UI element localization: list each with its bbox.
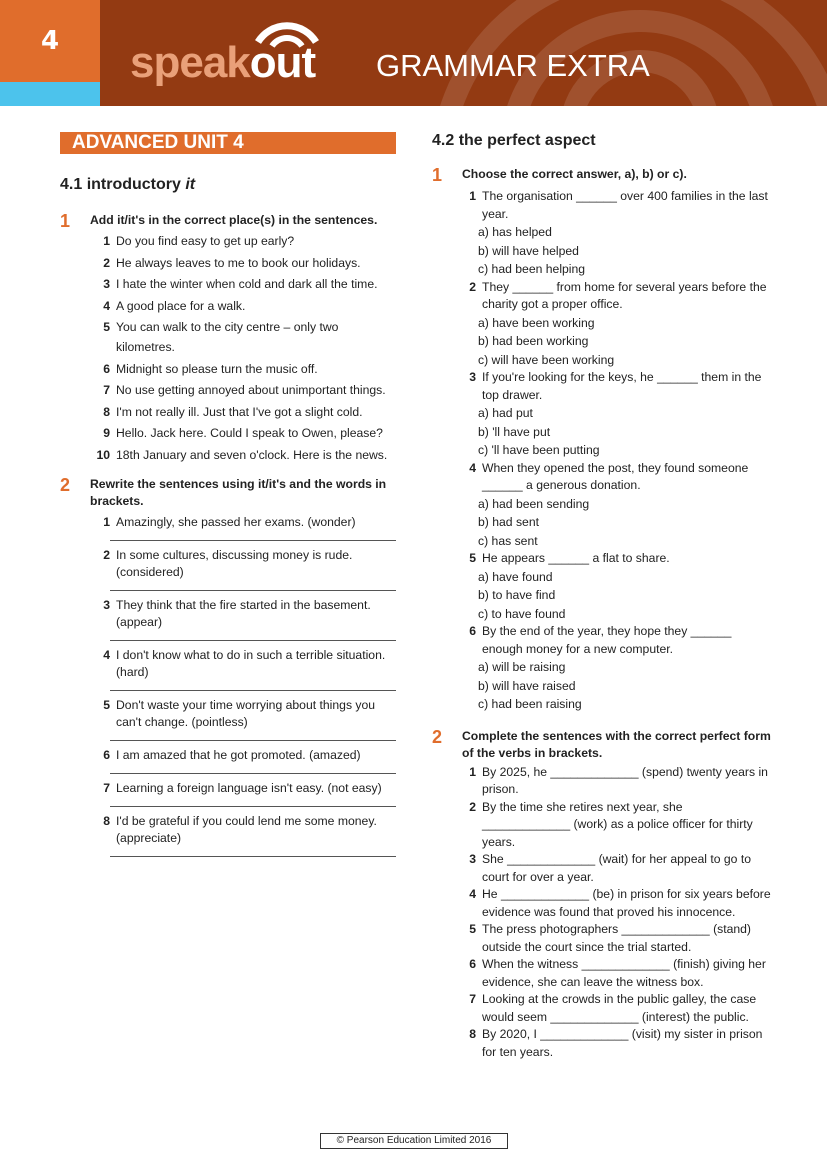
item-text: A good place for a walk. (116, 298, 246, 313)
exercise-2-items (60, 514, 396, 857)
item-number: 7 (103, 780, 110, 795)
exercise-instruction: Choose the correct answer, a), b) or c). (462, 167, 687, 181)
unit-bar: ADVANCED UNIT 4 (60, 132, 396, 154)
answer-line[interactable] (110, 531, 396, 541)
exercise-1 (432, 166, 772, 184)
answer-option[interactable]: b) to have find (478, 588, 556, 602)
question-item (96, 318, 396, 357)
question-item (96, 232, 396, 252)
item-text: By the end of the year, they hope they ______ enough money for a new computer. (482, 624, 732, 656)
question-item (462, 369, 772, 460)
item-number: 5 (469, 551, 476, 565)
item-number: 4 (103, 647, 110, 662)
question-item (96, 597, 396, 641)
item-text: I'd be grateful if you could lend me some money. (appreciate) (116, 813, 377, 845)
question-item (462, 188, 772, 279)
answer-option[interactable]: c) to have found (478, 606, 566, 621)
answer-option[interactable]: a) had been sending (478, 496, 590, 511)
item-number: 1 (103, 234, 110, 248)
item-number: 4 (103, 298, 110, 313)
exercise-instruction: Complete the sentences with the correct perfect form of the verbs in brackets. (462, 728, 771, 760)
exercise-number: 1 (60, 211, 71, 231)
item-number: 6 (469, 957, 476, 971)
question-item (96, 780, 396, 807)
answer-option[interactable]: c) had been helping (478, 262, 586, 276)
answer-line[interactable] (110, 797, 396, 807)
item-text: By the time she retires next year, she _____________ (work) as a police officer for thirty years. (482, 799, 753, 849)
item-text: 18th January and seven o'clock. Here is the news. (116, 447, 388, 462)
question-item (462, 550, 772, 623)
item-number: 9 (103, 426, 110, 441)
item-number: 8 (469, 1027, 476, 1041)
item-text: Midnight so please turn the music off. (116, 361, 318, 376)
item-number: 7 (469, 992, 476, 1006)
item-text: You can walk to the city centre – only two kilometres. (116, 320, 339, 354)
item-number: 1 (103, 514, 110, 529)
item-text: I am amazed that he got promoted. (amazed) (116, 747, 361, 762)
item-number: 2 (103, 255, 110, 270)
answer-option[interactable]: b) had sent (478, 515, 539, 529)
item-text: I hate the winter when cold and dark all the time. (116, 277, 378, 292)
answer-option[interactable]: b) had been working (478, 334, 589, 348)
item-number: 1 (469, 189, 476, 203)
copyright: © Pearson Education Limited 2016 (320, 1133, 508, 1149)
question-item (96, 403, 396, 423)
question-item (462, 460, 772, 551)
question-item (462, 279, 772, 370)
left-column (60, 132, 396, 863)
question-item (96, 446, 396, 466)
item-text: By 2020, I _____________ (visit) my sister in prison for ten years. (482, 1027, 763, 1059)
question-item (96, 297, 396, 317)
item-text: By 2025, he _____________ (spend) twenty years in prison. (482, 764, 768, 796)
item-number: 2 (103, 547, 110, 562)
item-number: 5 (103, 320, 110, 335)
answer-line[interactable] (110, 681, 396, 691)
answer-option[interactable]: c) will have been working (478, 352, 615, 367)
item-text: I don't know what to do in such a terrible situation. (hard) (116, 647, 386, 679)
exercise-instruction: Rewrite the sentences using it/it's and the words in brackets. (90, 476, 387, 508)
exercise-1-items (60, 232, 396, 466)
exercise-number: 2 (60, 474, 71, 495)
question-item (96, 547, 396, 591)
accent-block (0, 82, 100, 106)
question-item (96, 697, 396, 741)
item-text: He always leaves to me to book our holidays. (116, 255, 361, 270)
item-text: Amazingly, she passed her exams. (wonder) (116, 514, 356, 529)
exercise-2 (432, 728, 772, 762)
page-header (0, 0, 827, 106)
item-text: They ______ from home for several years before the charity got a proper office. (482, 279, 767, 311)
item-number: 3 (469, 370, 476, 384)
exercise-1-items (432, 188, 772, 714)
item-number: 8 (103, 404, 110, 419)
answer-option[interactable]: c) had been raising (478, 697, 582, 711)
answer-option[interactable]: b) will have helped (478, 243, 579, 258)
item-text: The organisation ______ over 400 families in the last year. (482, 189, 768, 221)
answer-option[interactable]: a) have been working (478, 315, 595, 330)
section-title: 4.1 introductory it (60, 176, 196, 193)
item-text: Hello. Jack here. Could I speak to Owen, please? (116, 426, 383, 441)
question-item (462, 921, 772, 956)
question-item (96, 254, 396, 274)
item-text: He _____________ (be) in prison for six years before evidence was found that proved his innocence. (482, 887, 771, 919)
item-number: 5 (103, 697, 110, 712)
item-number: 6 (103, 361, 110, 376)
item-text: Do you find easy to get up early? (116, 234, 295, 248)
right-column (432, 132, 772, 1061)
item-number: 8 (103, 813, 110, 828)
speakout-logo: speakout (130, 38, 316, 87)
answer-line[interactable] (110, 764, 396, 774)
exercise-2 (60, 476, 396, 510)
question-item (462, 956, 772, 991)
item-text: No use getting annoyed about unimportant things. (116, 383, 386, 398)
question-item (96, 514, 396, 541)
answer-option[interactable]: c) 'll have been putting (478, 443, 600, 457)
item-number: 3 (103, 597, 110, 612)
question-item (96, 424, 396, 444)
item-text: Learning a foreign language isn't easy. (not easy) (116, 780, 382, 795)
exercise-2-items (432, 764, 772, 1062)
item-number: 4 (469, 887, 476, 901)
item-number: 2 (469, 799, 476, 814)
item-text: When they opened the post, they found someone ______ a generous donation. (482, 460, 749, 492)
question-item (462, 764, 772, 799)
exercise-number: 1 (432, 165, 443, 185)
question-item (462, 851, 772, 886)
exercise-number: 2 (432, 726, 443, 747)
question-item (96, 747, 396, 774)
item-text: If you're looking for the keys, he ______ them in the top drawer. (482, 370, 762, 402)
question-item (462, 886, 772, 921)
answer-line[interactable] (110, 847, 396, 857)
answer-option[interactable]: b) 'll have put (478, 424, 551, 439)
question-item (96, 813, 396, 857)
item-number: 3 (469, 852, 476, 866)
section-title: 4.2 the perfect aspect (432, 132, 596, 149)
item-number: 10 (96, 447, 110, 462)
exercise-instruction: Add it/it's in the correct place(s) in the sentences. (90, 213, 378, 227)
item-text: He appears ______ a flat to share. (482, 551, 670, 565)
item-text: When the witness _____________ (finish) giving her evidence, she can leave the witness box. (482, 957, 766, 989)
item-number: 6 (469, 624, 476, 638)
answer-line[interactable] (110, 581, 396, 591)
item-text: The press photographers _____________ (stand) outside the court since the trial started. (482, 922, 751, 954)
answer-option[interactable]: a) has helped (478, 225, 552, 239)
item-number: 4 (469, 460, 476, 475)
item-text: In some cultures, discussing money is rude. (considered) (116, 547, 353, 579)
item-number: 1 (469, 764, 476, 779)
item-number: 3 (103, 277, 110, 292)
item-number: 2 (469, 279, 476, 294)
item-number: 6 (103, 747, 110, 762)
answer-line[interactable] (110, 631, 396, 641)
item-text: Don't waste your time worrying about things you can't change. (pointless) (116, 697, 376, 729)
question-item (96, 647, 396, 691)
item-number: 7 (103, 383, 110, 398)
answer-option[interactable]: c) has sent (478, 533, 538, 548)
item-text: I'm not really ill. Just that I've got a slight cold. (116, 404, 363, 419)
answer-option[interactable]: b) will have raised (478, 678, 576, 693)
question-item (96, 275, 396, 295)
item-text: Looking at the crowds in the public galley, the case would seem _____________ (interest) the public. (482, 992, 757, 1024)
answer-option[interactable]: a) have found (478, 569, 553, 584)
answer-line[interactable] (110, 731, 396, 741)
answer-option[interactable]: a) will be raising (478, 660, 566, 674)
unit-number: 4 (0, 0, 100, 82)
question-item (96, 360, 396, 380)
item-text: They think that the fire started in the basement. (appear) (116, 597, 371, 629)
question-item (462, 991, 772, 1026)
header-title: GRAMMAR EXTRA (376, 48, 650, 83)
question-item (462, 799, 772, 852)
question-item (462, 623, 772, 714)
item-number: 5 (469, 922, 476, 936)
exercise-1 (60, 212, 396, 230)
answer-option[interactable]: a) had put (478, 406, 533, 420)
item-text: She _____________ (wait) for her appeal to go to court for over a year. (482, 852, 751, 884)
question-item (96, 381, 396, 401)
question-item (462, 1026, 772, 1061)
